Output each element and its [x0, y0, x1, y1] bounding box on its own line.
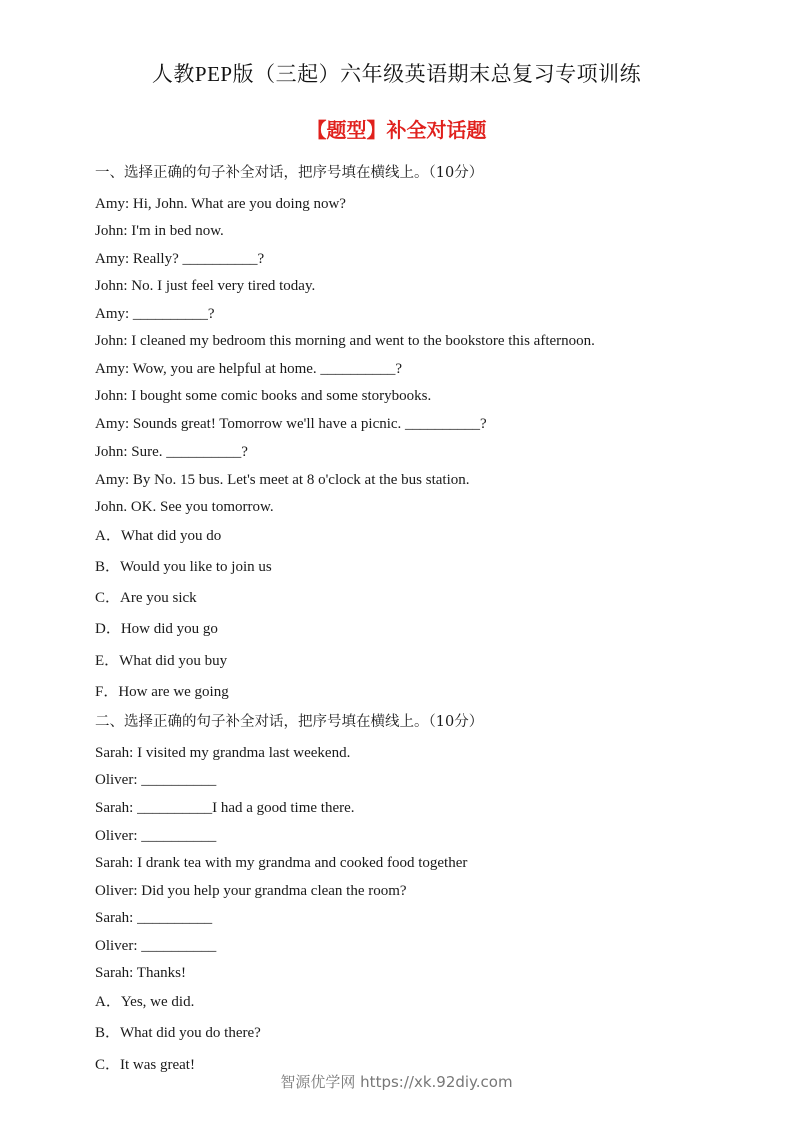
dialogue-line: John: I'm in bed now. — [95, 223, 224, 239]
dialogue-line: Sarah: Thanks! — [95, 965, 186, 981]
question-type-subtitle: 【题型】补全对话题 — [306, 118, 487, 142]
dialogue-line: Sarah: __________ — [95, 910, 213, 926]
dialogue-line: Sarah: I visited my grandma last weekend. — [95, 745, 351, 761]
dialogue-line: John: I cleaned my bedroom this morning and went to the bookstore this afternoon. — [95, 333, 595, 349]
answer-option-a: A．Yes, we did. — [95, 994, 195, 1010]
answer-option-b: B．What did you do there? — [95, 1025, 261, 1041]
section2-heading: 二、选择正确的句子补全对话，把序号填在横线上。（10分） — [95, 714, 484, 730]
dialogue-line: Amy: Really? __________? — [95, 251, 265, 267]
dialogue-line: Sarah: I drank tea with my grandma and cooked food together — [95, 855, 468, 871]
answer-option-c: C．It was great! — [95, 1057, 195, 1073]
dialogue-line: Oliver: __________ — [95, 828, 217, 844]
dialogue-line: Amy: __________? — [95, 306, 215, 322]
section1-heading: 一、选择正确的句子补全对话，把序号填在横线上。（10分） — [95, 165, 484, 181]
dialogue-line: Amy: Sounds great! Tomorrow we'll have a picnic. __________? — [95, 416, 487, 432]
watermark-text: 智源优学网 https://xk.92diy.com — [280, 1073, 513, 1091]
dialogue-line: Oliver: __________ — [95, 772, 217, 788]
dialogue-line: Amy: By No. 15 bus. Let's meet at 8 o'clock at the bus station. — [95, 472, 470, 488]
answer-option-b: B．Would you like to join us — [95, 559, 272, 575]
answer-option-c: C．Are you sick — [95, 590, 197, 606]
answer-option-e: E．What did you buy — [95, 653, 228, 669]
dialogue-line: John: No. I just feel very tired today. — [95, 278, 316, 294]
answer-option-f: F．How are we going — [95, 684, 229, 700]
dialogue-line: John: I bought some comic books and some storybooks. — [95, 388, 432, 404]
answer-option-d: D．How did you go — [95, 621, 218, 637]
dialogue-line: John. OK. See you tomorrow. — [95, 499, 274, 515]
dialogue-line: Amy: Wow, you are helpful at home. __________? — [95, 361, 403, 377]
dialogue-line: Sarah: __________I had a good time there. — [95, 800, 355, 816]
dialogue-line: John: Sure. __________? — [95, 444, 248, 460]
document-title: 人教PEP版（三起）六年级英语期末总复习专项训练 — [151, 62, 642, 86]
dialogue-line: Amy: Hi, John. What are you doing now? — [95, 196, 346, 212]
dialogue-line: Oliver: __________ — [95, 938, 217, 954]
dialogue-line: Oliver: Did you help your grandma clean the room? — [95, 883, 407, 899]
answer-option-a: A．What did you do — [95, 528, 222, 544]
